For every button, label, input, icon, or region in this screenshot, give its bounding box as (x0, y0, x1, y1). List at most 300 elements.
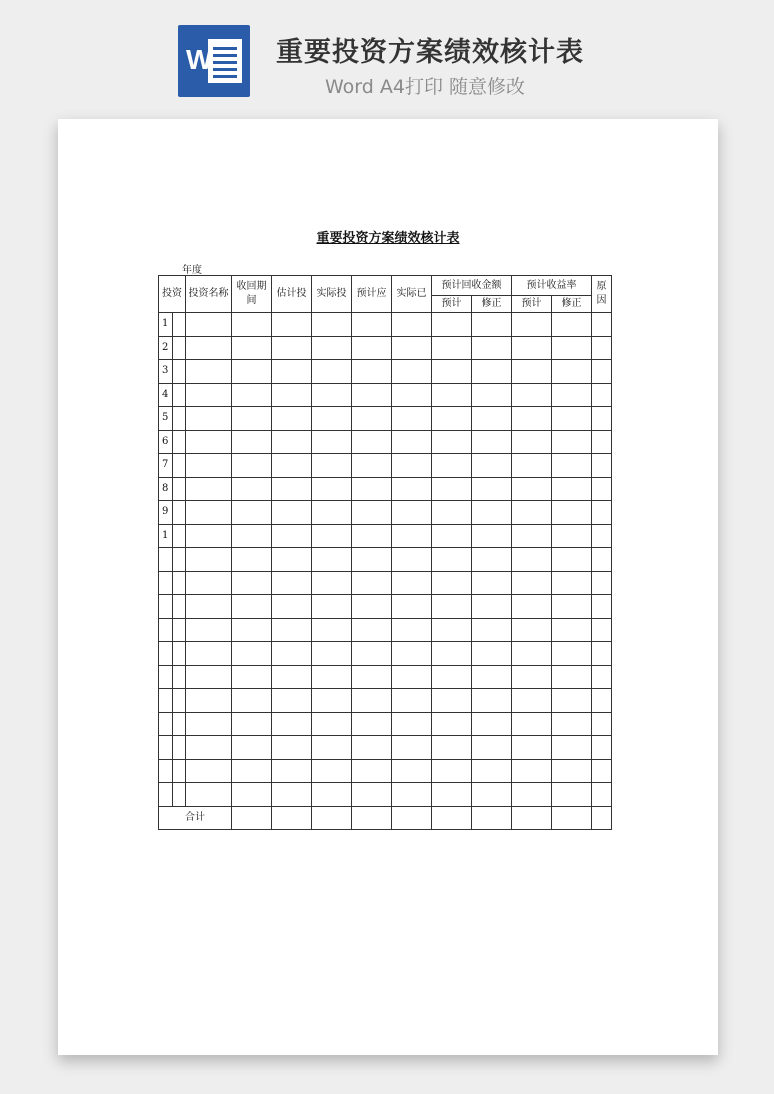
table-cell[interactable] (512, 665, 552, 689)
table-cell[interactable] (272, 618, 312, 642)
table-cell[interactable] (352, 595, 392, 619)
row-number: 9 (159, 501, 173, 525)
row-number: 5 (159, 407, 173, 431)
table-cell[interactable] (186, 642, 232, 666)
table-cell[interactable] (173, 313, 186, 337)
row-number (159, 665, 173, 689)
table-cell[interactable] (392, 383, 432, 407)
table-cell[interactable] (392, 454, 432, 478)
table-cell[interactable] (173, 595, 186, 619)
table-cell[interactable] (232, 336, 272, 360)
table-cell[interactable] (186, 665, 232, 689)
table-cell[interactable] (472, 712, 512, 736)
table-cell[interactable] (173, 430, 186, 454)
table-cell[interactable] (552, 736, 592, 760)
table-cell[interactable] (392, 759, 432, 783)
table-cell[interactable] (552, 524, 592, 548)
table-cell[interactable] (472, 360, 512, 384)
table-cell[interactable] (392, 571, 432, 595)
table-cell[interactable] (173, 360, 186, 384)
table-cell[interactable] (312, 759, 352, 783)
table-cell[interactable] (512, 454, 552, 478)
table-cell[interactable] (232, 407, 272, 431)
table-cell[interactable] (272, 736, 312, 760)
table-cell[interactable] (512, 313, 552, 337)
table-cell[interactable] (232, 642, 272, 666)
table-title: 重要投资方案绩效核计表 (316, 231, 460, 246)
table-cell[interactable] (392, 336, 432, 360)
table-cell[interactable] (173, 336, 186, 360)
table-cell[interactable] (232, 712, 272, 736)
table-cell[interactable] (312, 618, 352, 642)
table-cell[interactable] (312, 336, 352, 360)
table-cell[interactable] (512, 477, 552, 501)
table-cell[interactable] (432, 524, 472, 548)
table-cell[interactable] (272, 501, 312, 525)
table-cell[interactable] (272, 407, 312, 431)
table-cell[interactable] (312, 665, 352, 689)
document-page (58, 119, 718, 1055)
col-header-estimated-investment: 估计投 (272, 276, 312, 313)
table-cell[interactable] (472, 548, 512, 572)
row-number: 3 (159, 360, 173, 384)
table-cell[interactable] (592, 571, 612, 595)
table-cell[interactable] (352, 430, 392, 454)
table-cell[interactable] (432, 360, 472, 384)
table-cell[interactable] (472, 642, 512, 666)
table-cell[interactable] (186, 360, 232, 384)
table-cell[interactable] (272, 642, 312, 666)
table-cell[interactable] (592, 595, 612, 619)
table-cell[interactable] (173, 383, 186, 407)
table-cell[interactable] (173, 407, 186, 431)
table-cell[interactable] (272, 712, 312, 736)
row-number: 1 (159, 524, 173, 548)
table-cell[interactable] (592, 477, 612, 501)
table-row (159, 383, 612, 407)
table-cell[interactable] (232, 783, 272, 807)
table-cell[interactable] (352, 313, 392, 337)
col-group-recovery-amount: 预计回收金额 (432, 276, 512, 296)
table-cell[interactable] (312, 313, 352, 337)
table-cell[interactable] (512, 689, 552, 713)
table-cell[interactable] (392, 783, 432, 807)
table-cell[interactable] (432, 501, 472, 525)
table-cell[interactable] (432, 454, 472, 478)
table-cell[interactable] (352, 665, 392, 689)
table-cell[interactable] (392, 689, 432, 713)
table-cell[interactable] (592, 736, 612, 760)
table-cell[interactable] (592, 689, 612, 713)
table-cell[interactable] (552, 501, 592, 525)
table-cell[interactable] (392, 618, 432, 642)
table-cell[interactable] (552, 336, 592, 360)
table-cell[interactable] (186, 571, 232, 595)
total-cell[interactable] (312, 806, 352, 830)
table-cell[interactable] (173, 454, 186, 478)
row-number (159, 595, 173, 619)
table-cell[interactable] (272, 595, 312, 619)
total-cell[interactable] (352, 806, 392, 830)
header-subtitle: Word A4打印 随意修改 (325, 76, 526, 98)
table-cell[interactable] (432, 477, 472, 501)
table-cell[interactable] (512, 336, 552, 360)
table-cell[interactable] (512, 712, 552, 736)
table-cell[interactable] (392, 501, 432, 525)
table-cell[interactable] (173, 689, 186, 713)
table-cell[interactable] (173, 665, 186, 689)
table-cell[interactable] (512, 548, 552, 572)
table-cell[interactable] (432, 313, 472, 337)
table-cell[interactable] (232, 759, 272, 783)
table-cell[interactable] (352, 383, 392, 407)
col-group-return-rate: 预计收益率 (512, 276, 592, 296)
table-cell[interactable] (173, 571, 186, 595)
table-cell[interactable] (552, 642, 592, 666)
table-cell[interactable] (352, 571, 392, 595)
table-cell[interactable] (472, 336, 512, 360)
table-cell[interactable] (352, 736, 392, 760)
table-cell[interactable] (272, 313, 312, 337)
page-header (0, 0, 774, 110)
table-cell[interactable] (512, 736, 552, 760)
table-cell[interactable] (312, 548, 352, 572)
table-cell[interactable] (352, 524, 392, 548)
table-cell[interactable] (432, 618, 472, 642)
table-cell[interactable] (186, 383, 232, 407)
table-cell[interactable] (512, 524, 552, 548)
table-cell[interactable] (472, 383, 512, 407)
table-cell[interactable] (512, 783, 552, 807)
table-cell[interactable] (432, 736, 472, 760)
table-cell[interactable] (352, 689, 392, 713)
table-cell[interactable] (552, 783, 592, 807)
row-number (159, 736, 173, 760)
table-cell[interactable] (472, 430, 512, 454)
table-row (159, 548, 612, 572)
table-cell[interactable] (472, 407, 512, 431)
table-cell[interactable] (552, 313, 592, 337)
table-cell[interactable] (232, 313, 272, 337)
table-cell[interactable] (272, 383, 312, 407)
table-cell[interactable] (512, 430, 552, 454)
table-cell[interactable] (186, 689, 232, 713)
table-cell[interactable] (272, 477, 312, 501)
table-cell[interactable] (512, 383, 552, 407)
table-cell[interactable] (432, 642, 472, 666)
table-cell[interactable] (432, 430, 472, 454)
table-cell[interactable] (272, 783, 312, 807)
table-cell[interactable] (432, 759, 472, 783)
table-cell[interactable] (592, 336, 612, 360)
table-cell[interactable] (472, 524, 512, 548)
table-cell[interactable] (312, 407, 352, 431)
table-cell[interactable] (312, 712, 352, 736)
sub-header-forecast: 预计 (512, 296, 552, 313)
col-header-expected: 预计应 (352, 276, 392, 313)
table-cell[interactable] (552, 430, 592, 454)
table-cell[interactable] (232, 383, 272, 407)
total-cell[interactable] (592, 806, 612, 830)
table-cell[interactable] (186, 501, 232, 525)
table-cell[interactable] (592, 665, 612, 689)
table-cell[interactable] (392, 360, 432, 384)
table-cell[interactable] (232, 595, 272, 619)
table-row (159, 595, 612, 619)
table-cell[interactable] (232, 477, 272, 501)
table-cell[interactable] (512, 642, 552, 666)
table-cell[interactable] (232, 571, 272, 595)
table-cell[interactable] (312, 571, 352, 595)
table-row (159, 783, 612, 807)
table-row (159, 360, 612, 384)
table-cell[interactable] (186, 477, 232, 501)
total-cell[interactable] (232, 806, 272, 830)
table-cell[interactable] (312, 736, 352, 760)
table-cell[interactable] (432, 407, 472, 431)
table-cell[interactable] (173, 642, 186, 666)
table-cell[interactable] (552, 618, 592, 642)
table-cell[interactable] (186, 336, 232, 360)
table-cell[interactable] (592, 501, 612, 525)
table-cell[interactable] (312, 360, 352, 384)
table-cell[interactable] (352, 712, 392, 736)
table-row (159, 336, 612, 360)
table-cell[interactable] (186, 407, 232, 431)
table-cell[interactable] (552, 759, 592, 783)
table-cell[interactable] (186, 783, 232, 807)
table-cell[interactable] (472, 571, 512, 595)
total-cell[interactable] (512, 806, 552, 830)
table-cell[interactable] (392, 736, 432, 760)
table-cell[interactable] (552, 548, 592, 572)
table-cell[interactable] (186, 430, 232, 454)
table-cell[interactable] (552, 571, 592, 595)
table-cell[interactable] (592, 759, 612, 783)
table-cell[interactable] (552, 712, 592, 736)
table-cell[interactable] (352, 407, 392, 431)
table-cell[interactable] (432, 689, 472, 713)
table-cell[interactable] (552, 407, 592, 431)
table-cell[interactable] (173, 736, 186, 760)
table-cell[interactable] (186, 736, 232, 760)
table-cell[interactable] (512, 759, 552, 783)
table-cell[interactable] (392, 430, 432, 454)
table-cell[interactable] (352, 336, 392, 360)
table-cell[interactable] (232, 454, 272, 478)
table-cell[interactable] (312, 783, 352, 807)
performance-table (158, 275, 612, 830)
col-header-investment: 投资 (159, 276, 186, 313)
table-cell[interactable] (312, 595, 352, 619)
table-cell[interactable] (232, 548, 272, 572)
table-cell[interactable] (232, 360, 272, 384)
table-cell[interactable] (512, 571, 552, 595)
table-row (159, 571, 612, 595)
table-cell[interactable] (232, 618, 272, 642)
table-cell[interactable] (552, 477, 592, 501)
table-cell[interactable] (472, 759, 512, 783)
table-cell[interactable] (352, 759, 392, 783)
table-cell[interactable] (592, 383, 612, 407)
table-cell[interactable] (472, 454, 512, 478)
row-number (159, 642, 173, 666)
table-cell[interactable] (472, 477, 512, 501)
total-cell[interactable] (552, 806, 592, 830)
table-cell[interactable] (173, 477, 186, 501)
table-cell[interactable] (392, 477, 432, 501)
table-cell[interactable] (592, 360, 612, 384)
table-cell[interactable] (432, 548, 472, 572)
row-number (159, 783, 173, 807)
table-cell[interactable] (512, 618, 552, 642)
table-cell[interactable] (392, 548, 432, 572)
table-cell[interactable] (592, 313, 612, 337)
table-cell[interactable] (552, 383, 592, 407)
table-cell[interactable] (272, 430, 312, 454)
table-cell[interactable] (472, 736, 512, 760)
table-cell[interactable] (352, 548, 392, 572)
total-cell[interactable] (272, 806, 312, 830)
table-cell[interactable] (186, 618, 232, 642)
table-cell[interactable] (472, 618, 512, 642)
table-cell[interactable] (312, 454, 352, 478)
table-cell[interactable] (512, 407, 552, 431)
table-cell[interactable] (272, 336, 312, 360)
table-cell[interactable] (352, 477, 392, 501)
table-cell[interactable] (432, 336, 472, 360)
table-cell[interactable] (592, 712, 612, 736)
table-cell[interactable] (432, 383, 472, 407)
table-cell[interactable] (552, 454, 592, 478)
row-number: 2 (159, 336, 173, 360)
table-cell[interactable] (552, 665, 592, 689)
table-cell[interactable] (392, 712, 432, 736)
table-cell[interactable] (312, 689, 352, 713)
table-cell[interactable] (272, 759, 312, 783)
table-cell[interactable] (592, 524, 612, 548)
table-cell[interactable] (232, 689, 272, 713)
table-cell[interactable] (272, 524, 312, 548)
table-cell[interactable] (352, 454, 392, 478)
table-cell[interactable] (472, 595, 512, 619)
table-cell[interactable] (173, 759, 186, 783)
total-cell[interactable] (472, 806, 512, 830)
table-cell[interactable] (472, 665, 512, 689)
table-cell[interactable] (272, 454, 312, 478)
table-cell[interactable] (392, 595, 432, 619)
table-cell[interactable] (472, 313, 512, 337)
row-number (159, 689, 173, 713)
table-cell[interactable] (552, 360, 592, 384)
table-cell[interactable] (186, 548, 232, 572)
total-cell[interactable] (432, 806, 472, 830)
table-cell[interactable] (186, 313, 232, 337)
table-cell[interactable] (312, 524, 352, 548)
table-cell[interactable] (592, 783, 612, 807)
table-cell[interactable] (432, 665, 472, 689)
table-cell[interactable] (173, 501, 186, 525)
sub-header-forecast: 预计 (432, 296, 472, 313)
table-cell[interactable] (186, 759, 232, 783)
table-cell[interactable] (232, 501, 272, 525)
table-cell[interactable] (272, 689, 312, 713)
table-cell[interactable] (592, 454, 612, 478)
table-cell[interactable] (472, 783, 512, 807)
table-cell[interactable] (186, 454, 232, 478)
table-cell[interactable] (432, 595, 472, 619)
table-cell[interactable] (432, 783, 472, 807)
table-cell[interactable] (552, 595, 592, 619)
table-cell[interactable] (512, 360, 552, 384)
table-cell[interactable] (432, 712, 472, 736)
total-cell[interactable] (392, 806, 432, 830)
table-cell[interactable] (472, 501, 512, 525)
row-number: 4 (159, 383, 173, 407)
table-cell[interactable] (232, 524, 272, 548)
table-cell[interactable] (392, 407, 432, 431)
table-cell[interactable] (392, 642, 432, 666)
table-row (159, 430, 612, 454)
table-cell[interactable] (272, 360, 312, 384)
table-row (159, 618, 612, 642)
table-cell[interactable] (312, 477, 352, 501)
table-cell[interactable] (392, 665, 432, 689)
table-cell[interactable] (232, 665, 272, 689)
table-cell[interactable] (173, 618, 186, 642)
table-cell[interactable] (592, 548, 612, 572)
table-cell[interactable] (312, 501, 352, 525)
table-row (159, 665, 612, 689)
table-cell[interactable] (173, 712, 186, 736)
table-cell[interactable] (173, 548, 186, 572)
table-cell[interactable] (432, 571, 472, 595)
table-cell[interactable] (352, 783, 392, 807)
table-cell[interactable] (392, 313, 432, 337)
table-cell[interactable] (272, 571, 312, 595)
table-cell[interactable] (592, 618, 612, 642)
table-cell[interactable] (512, 501, 552, 525)
table-cell[interactable] (352, 618, 392, 642)
table-cell[interactable] (173, 783, 186, 807)
table-cell[interactable] (186, 524, 232, 548)
total-label: 合计 (159, 806, 232, 830)
table-cell[interactable] (472, 689, 512, 713)
table-cell[interactable] (173, 524, 186, 548)
table-cell[interactable] (592, 430, 612, 454)
table-cell[interactable] (272, 548, 312, 572)
table-cell[interactable] (352, 642, 392, 666)
table-cell[interactable] (512, 595, 552, 619)
table-cell[interactable] (312, 383, 352, 407)
table-cell[interactable] (186, 595, 232, 619)
table-cell[interactable] (232, 430, 272, 454)
table-cell[interactable] (352, 501, 392, 525)
col-header-recovery-period: 收回期间 (232, 276, 272, 313)
table-cell[interactable] (312, 430, 352, 454)
table-cell[interactable] (272, 665, 312, 689)
table-cell[interactable] (186, 712, 232, 736)
table-cell[interactable] (352, 360, 392, 384)
table-cell[interactable] (392, 524, 432, 548)
table-cell[interactable] (592, 407, 612, 431)
table-cell[interactable] (552, 689, 592, 713)
row-number (159, 759, 173, 783)
table-cell[interactable] (592, 642, 612, 666)
table-cell[interactable] (232, 736, 272, 760)
table-cell[interactable] (312, 642, 352, 666)
word-icon (178, 25, 250, 97)
